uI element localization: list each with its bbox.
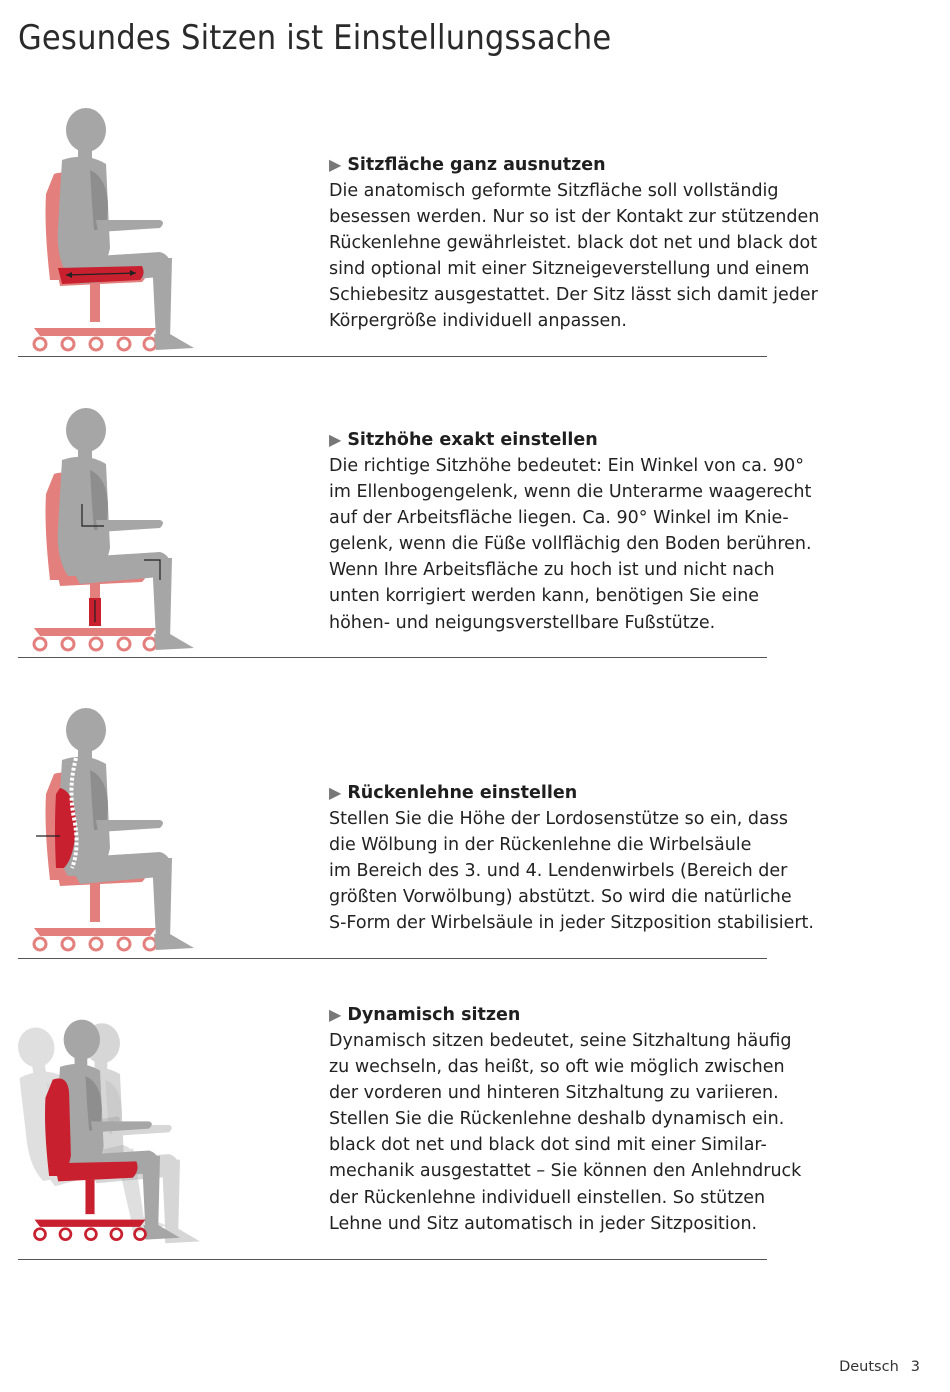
body-line: Wenn Ihre Arbeitsfläche zu hoch ist und nicht nach [329,560,775,581]
body-line: größten Vorwölbung) abstützt. So wird die natürliche [329,887,792,908]
body-line: sind optional mit einer Sitzneigeverstellung und einem [329,259,810,280]
body-line: S-Form der Wirbelsäule in jeder Sitzposition stabilisiert. [329,913,814,934]
seat-height-illustration [10,408,210,658]
body-line: zu wechseln, das heißt, so oft wie möglich zwischen [329,1057,785,1078]
section-heading: ▶ Dynamisch sitzen [329,1002,789,1028]
body-line: die Wölbung in der Rückenlehne die Wirbelsäule [329,835,752,856]
section-heading: ▶ Sitzfläche ganz ausnutzen [329,152,789,178]
body-line: Die richtige Sitzhöhe bedeutet: Ein Winkel von ca. 90° [329,456,804,476]
section-text [329,1002,802,1237]
body-line: im Bereich des 3. und 4. Lendenwirbels (Bereich der [329,861,788,882]
page-title: Gesundes Sitzen ist Einstellungssache [18,18,612,58]
triangle-bullet-icon: ▶ [329,155,342,174]
body-line: Die anatomisch geformte Sitzfläche soll vollständig [329,181,779,201]
body-line: Stellen Sie die Höhe der Lordosenstütze so ein, dass [329,809,788,829]
body-line: unten korrigiert werden kann, benötigen Sie eine [329,586,760,607]
body-line: Stellen Sie die Rückenlehne deshalb dynamisch ein. [329,1109,785,1130]
section-heading: ▶ Rückenlehne einstellen [329,780,789,806]
section-text [329,152,820,335]
body-line: im Ellenbogengelenk, wenn die Unterarme waagerecht [329,482,812,503]
page-number: 3 [910,1359,920,1375]
body-line: der Rückenlehne individuell einstellen. So stützen [329,1187,766,1208]
body-line: der vorderen und hinteren Sitzhaltung zu variieren. [329,1083,779,1104]
triangle-bullet-icon: ▶ [329,430,342,449]
backrest-illustration [10,708,210,958]
section-divider [18,657,767,658]
section-divider [18,1259,767,1260]
section-text [329,780,814,936]
body-line: mechanik ausgestattet – Sie können den Anlehndruck [329,1161,802,1182]
body-line: besessen werden. Nur so ist der Kontakt zur stützenden [329,207,820,228]
body-line: Dynamisch sitzen bedeutet, seine Sitzhaltung häufig [329,1031,792,1051]
section-text [329,427,812,636]
body-line: Rückenlehne gewährleistet. black dot net und black dot [329,233,818,254]
section-divider [18,356,767,357]
section-divider [18,958,767,959]
triangle-bullet-icon: ▶ [329,1005,342,1024]
body-line: gelenk, wenn die Füße vollflächig den Boden berühren. [329,534,812,555]
body-line: höhen- und neigungsverstellbare Fußstütze. [329,612,716,633]
dynamic-sitting-illustration [0,1008,200,1263]
page-footer [839,1359,920,1375]
body-line: black dot net und black dot sind mit einer Similar- [329,1135,767,1156]
body-line: Körpergröße individuell anpassen. [329,311,627,332]
body-line: auf der Arbeitsfläche liegen. Ca. 90° Winkel im Knie- [329,508,789,529]
footer-language: Deutsch [839,1359,899,1375]
seated-posture-illustration [10,108,210,358]
body-line: Schiebesitz ausgestattet. Der Sitz lässt sich damit jeder [329,285,818,306]
section-heading: ▶ Sitzhöhe exakt einstellen [329,427,789,453]
body-line: Lehne und Sitz automatisch in jeder Sitzposition. [329,1213,758,1234]
triangle-bullet-icon: ▶ [329,783,342,802]
